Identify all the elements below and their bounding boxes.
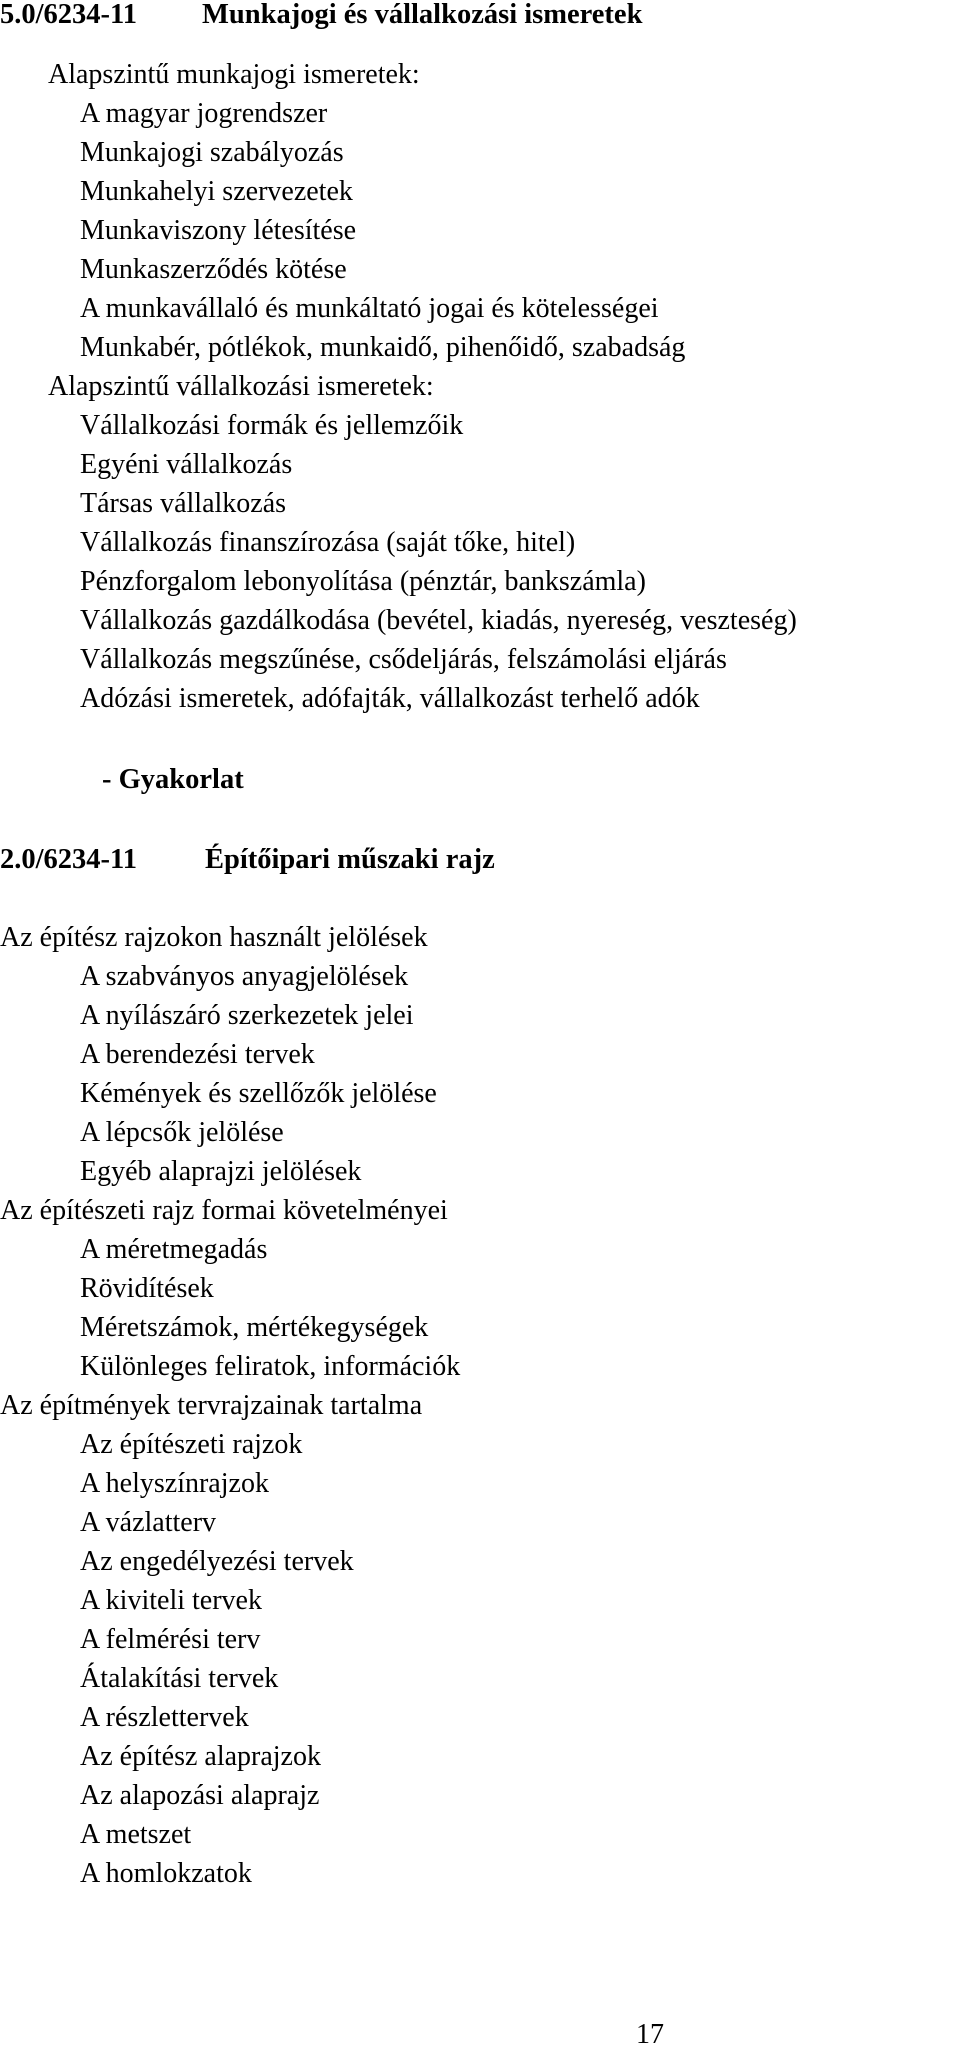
list-item: A felmérési terv <box>80 1624 261 1655</box>
list-item: Az építész alaprajzok <box>80 1741 321 1772</box>
list-item: A lépcsők jelölése <box>80 1117 284 1148</box>
list-item: A nyílászáró szerkezetek jelei <box>80 1000 414 1031</box>
section-2-title: Építőipari műszaki rajz <box>205 844 495 875</box>
list-item: Vállalkozás megszűnése, csődeljárás, felszámolási eljárás <box>80 644 727 675</box>
list-item: Társas vállalkozás <box>80 488 287 519</box>
list-item: Az engedélyezési tervek <box>80 1546 354 1577</box>
list-item: Az építészeti rajzok <box>80 1429 303 1460</box>
list-item: Munkahelyi szervezetek <box>80 176 353 207</box>
list-item: A kiviteli tervek <box>80 1585 262 1616</box>
list-item: A vázlatterv <box>80 1507 217 1538</box>
list-item: Vállalkozás finanszírozása (saját tőke, hitel) <box>80 527 576 558</box>
list-item: A helyszínrajzok <box>80 1468 269 1499</box>
list-item: Rövidítések <box>80 1273 214 1304</box>
list-item: Munkaszerződés kötése <box>80 254 347 285</box>
list-item: Egyéni vállalkozás <box>80 449 293 480</box>
list-item: Alapszintű vállalkozási ismeretek: <box>48 371 434 402</box>
list-item: Átalakítási tervek <box>80 1663 279 1694</box>
list-item: A homlokzatok <box>80 1858 252 1889</box>
section-2-number: 2.0/6234-11 <box>0 844 137 875</box>
list-item: A metszet <box>80 1819 192 1850</box>
page-number: 17 <box>636 2019 664 2050</box>
section-1-title: Munkajogi és vállalkozási ismeretek <box>202 0 643 30</box>
list-item: A méretmegadás <box>80 1234 268 1265</box>
list-item: A berendezési tervek <box>80 1039 315 1070</box>
list-item: Vállalkozási formák és jellemzőik <box>80 410 464 441</box>
list-item: Adózási ismeretek, adófajták, vállalkozást terhelő adók <box>80 683 700 714</box>
section-1-heading <box>0 0 642 32</box>
list-item: Munkabér, pótlékok, munkaidő, pihenőidő, szabadság <box>80 332 686 363</box>
section-2-heading <box>0 843 495 877</box>
list-item: Kémények és szellőzők jelölése <box>80 1078 437 1109</box>
section-1-number: 5.0/6234-11 <box>0 0 137 30</box>
list-item: A magyar jogrendszer <box>80 98 328 129</box>
practice-label: - Gyakorlat <box>102 764 244 795</box>
list-item: Az építmények tervrajzainak tartalma <box>0 1390 423 1421</box>
list-item: Pénzforgalom lebonyolítása (pénztár, bankszámla) <box>80 566 646 597</box>
list-item: Méretszámok, mértékegységek <box>80 1312 429 1343</box>
list-item: A részlettervek <box>80 1702 249 1733</box>
list-item: Munkaviszony létesítése <box>80 215 357 246</box>
list-item: Egyéb alaprajzi jelölések <box>80 1156 362 1187</box>
list-item: A szabványos anyagjelölések <box>80 961 409 992</box>
list-item: A munkavállaló és munkáltató jogai és kötelességei <box>80 293 659 324</box>
list-item: Az építészeti rajz formai követelményei <box>0 1195 448 1226</box>
list-item: Különleges feliratok, információk <box>80 1351 461 1382</box>
list-item: Az építész rajzokon használt jelölések <box>0 922 428 953</box>
list-item: Az alapozási alaprajz <box>80 1780 320 1811</box>
list-item: Alapszintű munkajogi ismeretek: <box>48 59 420 90</box>
list-item: Vállalkozás gazdálkodása (bevétel, kiadás, nyereség, veszteség) <box>80 605 797 636</box>
list-item: Munkajogi szabályozás <box>80 137 344 168</box>
